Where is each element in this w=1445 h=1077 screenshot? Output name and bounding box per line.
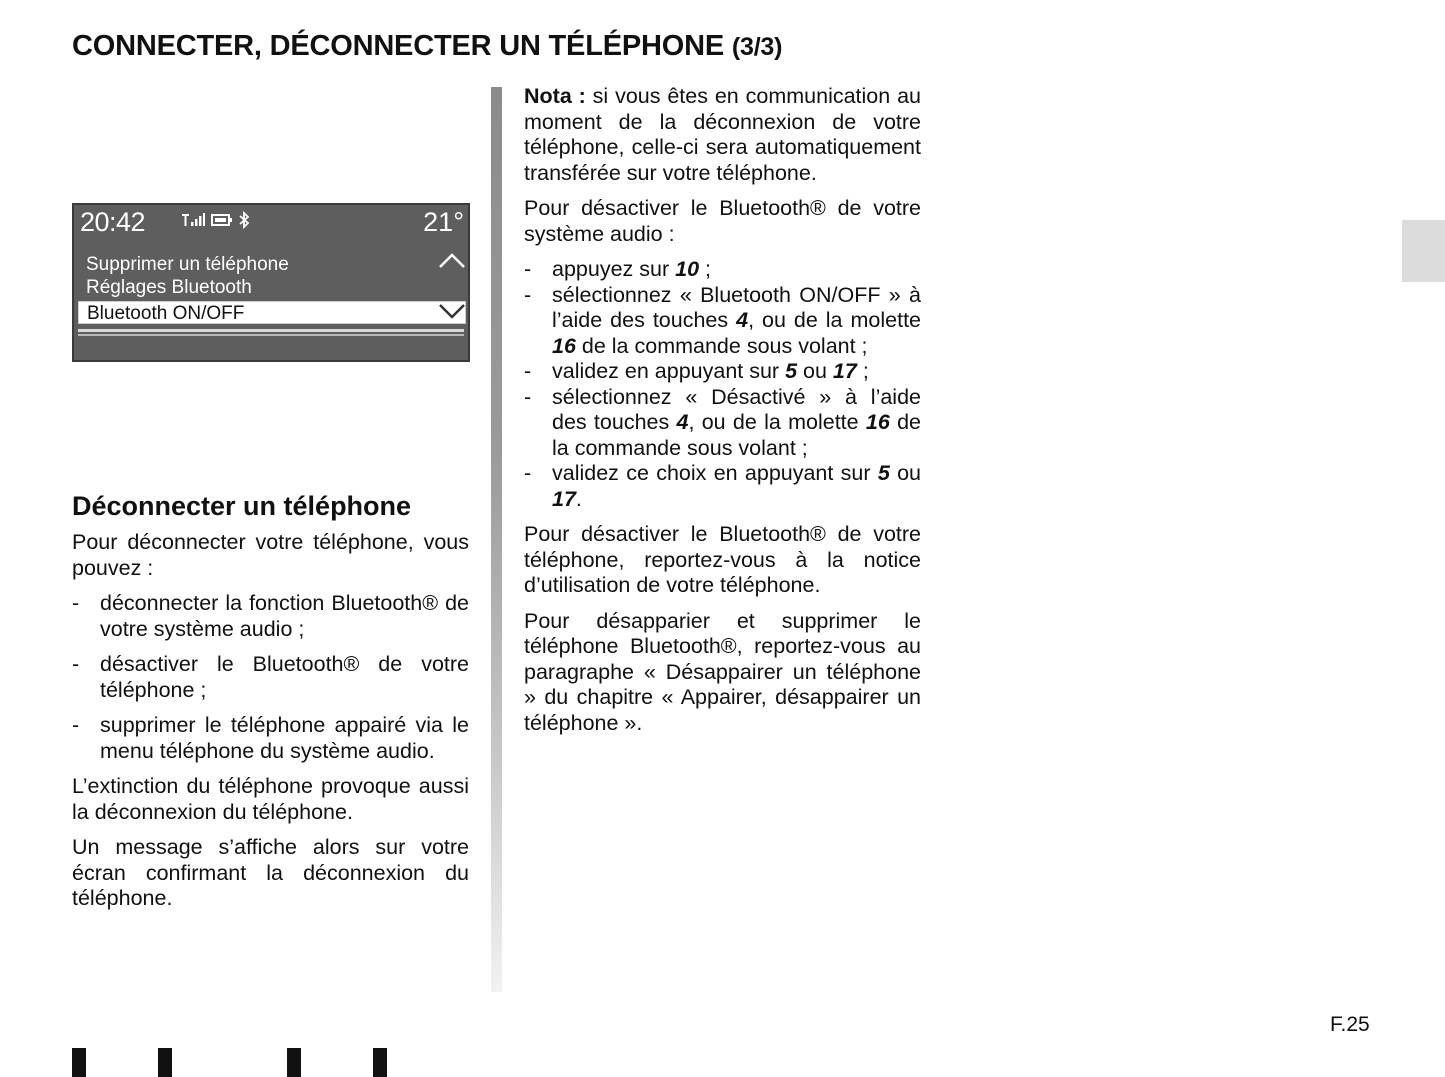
page-number: F.25	[1330, 1013, 1370, 1036]
signal-icon	[181, 213, 205, 227]
list-item: - validez en appuyant sur 5 ou 17 ;	[524, 359, 921, 385]
bullet-list	[72, 591, 469, 764]
chapter-tab	[1402, 220, 1445, 282]
nota-text: si vous êtes en communication au moment de la déconnexion de votre téléphone, celle-ci sera automatiquement transférée sur votre téléphone.	[524, 84, 921, 185]
menu-item-bluetooth-onoff[interactable]: Bluetooth ON/OFF	[78, 301, 466, 324]
paragraph: Pour déconnecter votre téléphone, vous pouvez :	[72, 530, 469, 580]
battery-icon	[211, 214, 233, 226]
print-mark	[287, 1048, 301, 1077]
steps-list	[524, 257, 921, 512]
paragraph: Pour désapparier et supprimer le téléphone Bluetooth®, reportez-vous au paragraphe « Désappairer un téléphone » du chapitre « Appairer, désappairer un téléphone ».	[524, 608, 921, 735]
chevron-down-icon[interactable]	[438, 302, 466, 322]
paragraph: Pour désactiver le Bluetooth® de votre système audio :	[524, 196, 921, 246]
chevron-up-icon[interactable]	[438, 251, 466, 269]
print-mark	[373, 1048, 387, 1077]
screen-divider	[78, 329, 464, 332]
page-title	[72, 30, 782, 63]
audio-system-screen	[72, 203, 470, 362]
menu-item-delete-phone[interactable]: Supprimer un téléphone	[86, 254, 289, 275]
right-column	[524, 84, 921, 746]
print-mark	[72, 1048, 86, 1077]
screen-divider	[78, 334, 464, 336]
left-column	[72, 490, 469, 922]
paragraph: L’extinction du téléphone provoque aussi la déconnexion du téléphone.	[72, 774, 469, 824]
section-heading: Déconnecter un téléphone	[72, 491, 412, 521]
title-main: CONNECTER, DÉCONNECTER UN TÉLÉPHONE	[72, 30, 724, 62]
column-divider	[491, 87, 502, 992]
list-item: - supprimer le téléphone appairé via le menu téléphone du système audio.	[72, 713, 469, 764]
nota-paragraph	[524, 84, 921, 186]
status-icons	[181, 211, 250, 229]
list-item: - validez ce choix en appuyant sur 5 ou 17.	[524, 461, 921, 512]
title-part: (3/3)	[731, 33, 783, 61]
screen-temperature: 21°	[423, 207, 464, 237]
paragraph: Pour désactiver le Bluetooth® de votre téléphone, reportez-vous à la notice d’utilisation de votre téléphone.	[524, 522, 921, 597]
menu-item-bluetooth-settings[interactable]: Réglages Bluetooth	[86, 277, 252, 298]
list-item: - désactiver le Bluetooth® de votre téléphone ;	[72, 652, 469, 703]
list-item: - sélectionnez « Désactivé » à l’aide des touches 4, ou de la molette 16 de la commande sous volant ;	[524, 385, 921, 462]
list-item: - appuyez sur 10 ;	[524, 257, 921, 283]
nota-label: Nota :	[524, 84, 586, 108]
list-item: - déconnecter la fonction Bluetooth® de votre système audio ;	[72, 591, 469, 642]
list-item: - sélectionnez « Bluetooth ON/OFF » à l’aide des touches 4, ou de la molette 16 de la commande sous volant ;	[524, 283, 921, 360]
screen-time: 20:42	[80, 207, 146, 237]
paragraph: Un message s’affiche alors sur votre écran confirmant la déconnexion du téléphone.	[72, 835, 469, 910]
bluetooth-icon	[239, 211, 250, 229]
print-mark	[158, 1048, 172, 1077]
